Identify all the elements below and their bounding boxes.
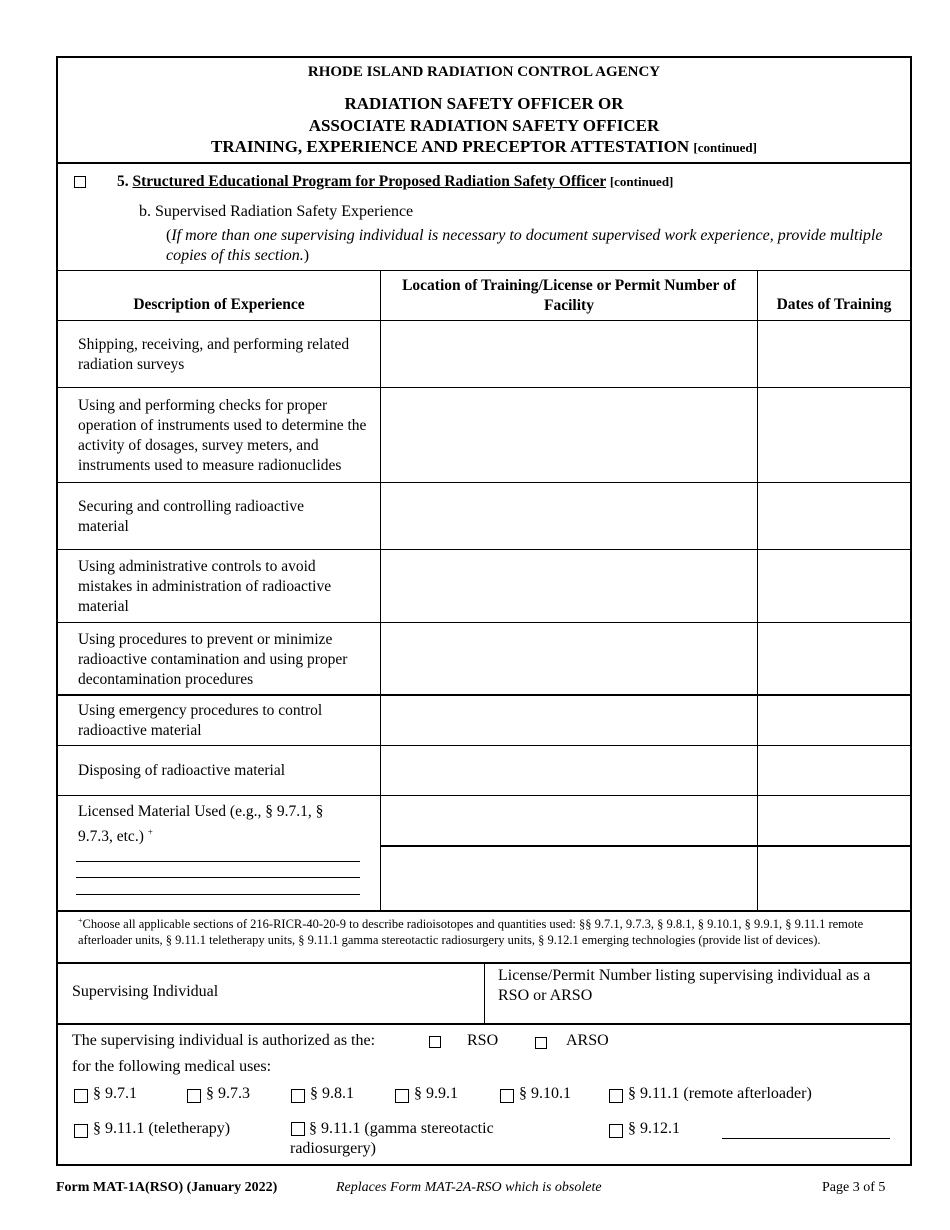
col-header-location: Location of Training/License or Permit Number of Facility xyxy=(402,277,736,314)
use-checkbox-9-11-1-remote[interactable] xyxy=(609,1089,623,1103)
section-heading xyxy=(117,173,673,191)
arso-label: ARSO xyxy=(566,1032,609,1049)
row-divider xyxy=(380,845,910,847)
row-divider xyxy=(58,622,910,623)
arso-checkbox[interactable] xyxy=(535,1037,547,1049)
row-divider xyxy=(58,795,910,796)
form-title-line2: ASSOCIATE RADIATION SAFETY OFFICER xyxy=(308,116,660,135)
footnote-text: Choose all applicable sections of 216-RICR-40-20-9 to describe radioisotopes and quantities used: §§ 9.7.1, 9.7.3, § 9.8.1, § 9.10.1, § 9.9.1, § 9.11.1 remote afterloader units, § 9.11.1 teletherapy units, § 9.11.1 gamma stereotactic radiosurgery units, § 9.12.1 emerging technologies (provide list of devices). xyxy=(78,917,864,947)
use-label-9-9-1: § 9.9.1 xyxy=(414,1085,458,1102)
use-label-9-8-1: § 9.8.1 xyxy=(310,1085,354,1102)
header-continued: [continued] xyxy=(693,140,757,155)
use-checkbox-9-7-3[interactable] xyxy=(187,1089,201,1103)
table-header-divider xyxy=(58,320,910,321)
section-number: 5. xyxy=(117,173,129,190)
footnote-marker: + xyxy=(147,827,153,837)
experience-row-8 xyxy=(78,802,358,847)
supervisor-bottom-border xyxy=(58,1023,910,1025)
experience-row-6: Using emergency procedures to control radioactive material xyxy=(78,702,323,739)
use-label-9-12-1: § 9.12.1 xyxy=(628,1120,680,1137)
medical-uses-label: for the following medical uses: xyxy=(72,1058,272,1075)
licensed-material-line[interactable] xyxy=(76,894,360,895)
form-id: Form MAT-1A(RSO) (January 2022) xyxy=(56,1180,278,1195)
use-checkbox-9-8-1[interactable] xyxy=(291,1089,305,1103)
subsection-note: (If more than one supervising individual is necessary to document supervised work experience, provide multiple copies of this section.) xyxy=(166,227,883,264)
use-label-9-10-1: § 9.10.1 xyxy=(519,1085,571,1102)
page-number: Page 3 of 5 xyxy=(822,1180,886,1195)
row-divider xyxy=(58,549,910,550)
header-divider xyxy=(58,162,910,164)
rso-checkbox[interactable] xyxy=(429,1036,441,1048)
use-label-9-7-1: § 9.7.1 xyxy=(93,1085,137,1102)
section-continued: [continued] xyxy=(609,174,674,189)
licensed-material-line[interactable] xyxy=(76,877,360,878)
other-use-line[interactable] xyxy=(722,1138,890,1139)
experience-row-3: Securing and controlling radioactive material xyxy=(78,498,304,535)
experience-row-1: Shipping, receiving, and performing related radiation surveys xyxy=(78,336,350,373)
use-checkbox-9-9-1[interactable] xyxy=(395,1089,409,1103)
col-header-dates: Dates of Training xyxy=(776,296,892,313)
row-divider xyxy=(58,694,910,696)
supervising-individual-label: Supervising Individual xyxy=(72,983,219,1000)
experience-row-4: Using administrative controls to avoid mistakes in administration of radioactive material xyxy=(78,558,332,615)
row-divider xyxy=(58,387,910,388)
license-permit-label: License/Permit Number listing supervising individual as a RSO or ARSO xyxy=(498,967,871,1004)
form-title-line3-text: TRAINING, EXPERIENCE AND PRECEPTOR ATTESTATION xyxy=(211,137,690,156)
licensed-material-label: Licensed Material Used (e.g., § 9.7.1, § 9.7.3, etc.) xyxy=(78,803,324,846)
use-label-9-11-1-gamma: § 9.11.1 (gamma stereotactic radiosurgery) xyxy=(290,1120,494,1157)
experience-row-7: Disposing of radioactive material xyxy=(78,762,286,779)
form-title-line3 xyxy=(58,137,910,157)
row-divider xyxy=(58,745,910,746)
use-checkbox-9-12-1[interactable] xyxy=(609,1124,623,1138)
table-col-divider-1 xyxy=(380,270,381,910)
table-top-border xyxy=(58,270,910,271)
licensed-material-line[interactable] xyxy=(76,861,360,862)
agency-name: RHODE ISLAND RADIATION CONTROL AGENCY xyxy=(307,64,661,80)
table-col-divider-2 xyxy=(757,270,758,910)
experience-row-2: Using and performing checks for proper operation of instruments used to determine the activity of dosages, survey meters, and instruments used to measure radionuclides xyxy=(78,397,367,474)
authorization-intro: The supervising individual is authorized as the: xyxy=(72,1032,376,1049)
use-label-9-11-1-teletherapy: § 9.11.1 (teletherapy) xyxy=(93,1120,231,1137)
form-title-line1: RADIATION SAFETY OFFICER OR xyxy=(344,94,624,113)
subsection-label: b. Supervised Radiation Safety Experience xyxy=(139,203,414,220)
rso-label: RSO xyxy=(467,1032,499,1049)
replaces-note: Replaces Form MAT-2A-RSO which is obsolete xyxy=(336,1180,602,1195)
section-title: Structured Educational Program for Proposed Radiation Safety Officer xyxy=(132,173,606,190)
use-checkbox-9-11-1-teletherapy[interactable] xyxy=(74,1124,88,1138)
supervisor-divider xyxy=(484,964,485,1024)
table-bottom-border xyxy=(58,910,910,912)
footnote: +Choose all applicable sections of 216-RICR-40-20-9 to describe radioisotopes and quantities used: §§ 9.7.1, 9.7.3, § 9.8.1, § 9.10.1, § 9.9.1, § 9.11.1 remote afterloader units, § 9.11.1 teletherapy units, § 9.11.1 gamma stereotactic radiosurgery units, § 9.12.1 emerging technologies (provide list of devices). xyxy=(78,916,864,947)
use-checkbox-9-10-1[interactable] xyxy=(500,1089,514,1103)
section-5-checkbox[interactable] xyxy=(74,176,86,188)
experience-row-5: Using procedures to prevent or minimize radioactive contamination and using proper decontamination procedures xyxy=(78,631,348,688)
use-label-9-11-1-remote: § 9.11.1 (remote afterloader) xyxy=(628,1085,812,1102)
use-checkbox-9-7-1[interactable] xyxy=(74,1089,88,1103)
subsection-note-text: If more than one supervising individual is necessary to document supervised work experience, provide multiple copies of this section. xyxy=(166,227,883,264)
use-label-9-7-3: § 9.7.3 xyxy=(206,1085,250,1102)
row-divider xyxy=(58,482,910,483)
col-header-description: Description of Experience xyxy=(133,296,305,313)
